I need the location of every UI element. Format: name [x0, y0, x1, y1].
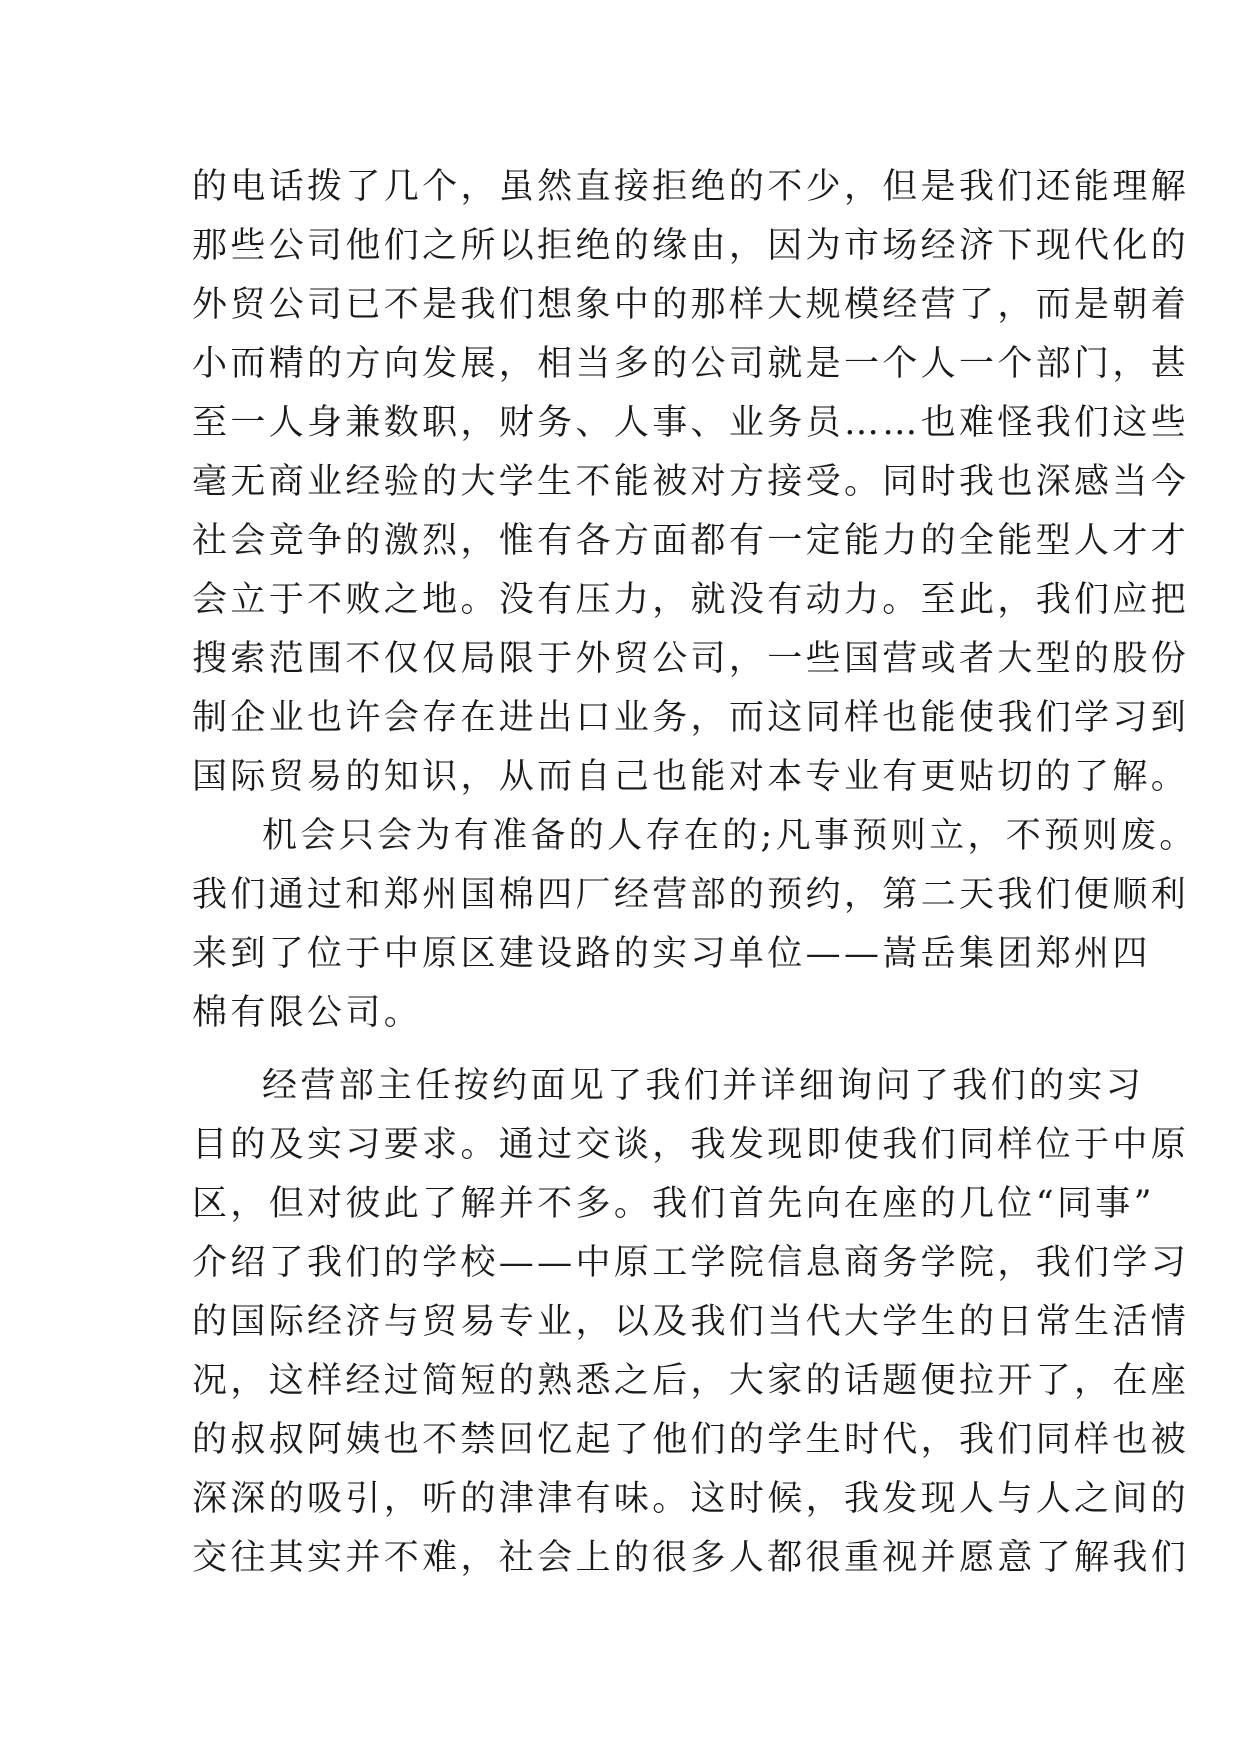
- text-line: 小而精的方向发展，相当多的公司就是一个人一个部门，甚: [192, 344, 1190, 384]
- text-line: 毫无商业经验的大学生不能被对方接受。同时我也深感当今: [192, 462, 1190, 502]
- text-line: 的国际经济与贸易专业，以及我们当代大学生的日常生活情: [192, 1302, 1190, 1342]
- text-line: 搜索范围不仅仅局限于外贸公司，一些国营或者大型的股份: [192, 639, 1190, 679]
- text-line: 国际贸易的知识，从而自己也能对本专业有更贴切的了解。: [192, 757, 1190, 797]
- text-line: 来到了位于中原区建设路的实习单位——嵩岳集团郑州四: [192, 934, 1151, 974]
- text-line: 至一人身兼数职，财务、人事、业务员……也难怪我们这些: [192, 403, 1190, 443]
- text-line: 目的及实习要求。通过交谈，我发现即使我们同样位于中原: [192, 1125, 1190, 1165]
- text-line: 况，这样经过简短的熟悉之后，大家的话题便拉开了，在座: [192, 1361, 1190, 1401]
- body-text: [192, 158, 1198, 1588]
- text-line: 介绍了我们的学校——中原工学院信息商务学院，我们学习: [192, 1243, 1190, 1283]
- text-line: 深深的吸引，听的津津有味。这时候，我发现人与人之间的: [192, 1479, 1190, 1519]
- text-line: 社会竞争的激烈，惟有各方面都有一定能力的全能型人才才: [192, 521, 1190, 561]
- text-line: 的叔叔阿姨也不禁回忆起了他们的学生时代，我们同样也被: [192, 1420, 1190, 1460]
- text-line: 交往其实并不难，社会上的很多人都很重视并愿意了解我们: [192, 1538, 1190, 1578]
- text-line: 外贸公司已不是我们想象中的那样大规模经营了，而是朝着: [192, 285, 1190, 325]
- paragraph-start-line: 经营部主任按约面见了我们并详细询问了我们的实习: [262, 1066, 1145, 1106]
- text-line: 我们通过和郑州国棉四厂经营部的预约，第二天我们便顺利: [192, 875, 1190, 915]
- paragraph-start-line: 机会只会为有准备的人存在的;凡事预则立，不预则废。: [262, 816, 1198, 856]
- text-line: 的电话拨了几个，虽然直接拒绝的不少，但是我们还能理解: [192, 167, 1190, 207]
- text-line: 制企业也许会存在进出口业务，而这同样也能使我们学习到: [192, 698, 1190, 738]
- text-line: 棉有限公司。: [192, 993, 423, 1033]
- text-line: 那些公司他们之所以拒绝的缘由，因为市场经济下现代化的: [192, 226, 1190, 266]
- text-line: 区，但对彼此了解并不多。我们首先向在座的几位“同事”: [192, 1184, 1155, 1224]
- text-line: 会立于不败之地。没有压力，就没有动力。至此，我们应把: [192, 580, 1190, 620]
